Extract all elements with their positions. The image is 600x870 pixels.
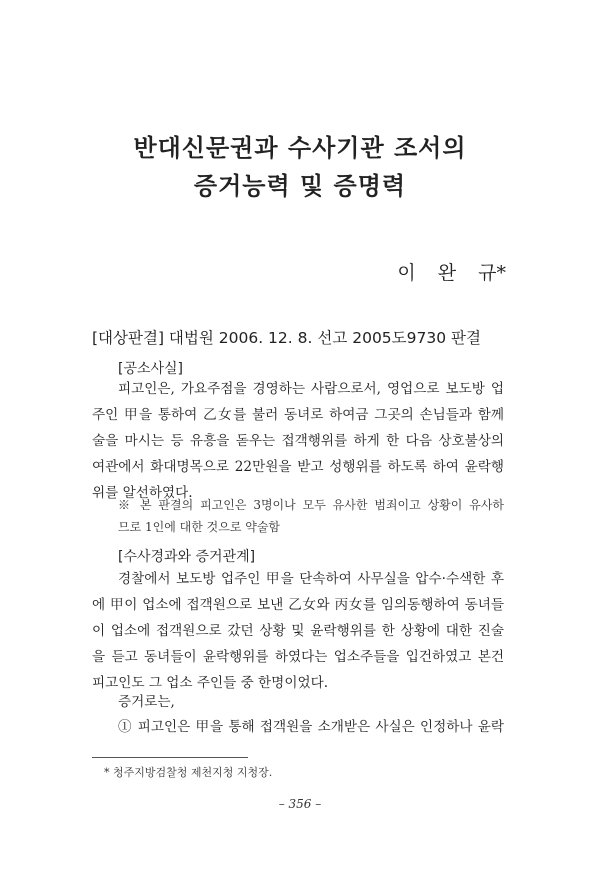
page-number: – 356 –: [278, 797, 322, 811]
note-line: 므로 1인에 대한 것으로 약술함: [118, 520, 280, 534]
text-line: 술을 마시는 등 유흥을 돋우는 접객행위를 하게 한 다음 상호불상의: [92, 433, 504, 449]
text-line: 경찰에서 보도방 업주인 甲을 단속하여 사무실을 압수·수색한 후: [118, 571, 504, 587]
text-line: 피고인은, 가요주점을 경영하는 사람으로서, 영업으로 보도방 업: [118, 381, 504, 397]
text-line: 에 甲이 업소에 접객원으로 보낸 乙女와 丙女를 임의동행하여 동녀들: [92, 597, 504, 613]
section-heading-investigation: [수사경과와 증거관계]: [118, 549, 256, 565]
title-line-2: 증거능력 및 증명력: [193, 171, 407, 200]
text-line: 여관에서 화대명목으로 22만원을 받고 성행위를 하도록 하여 윤락행: [92, 459, 504, 475]
indictment-paragraph: [92, 376, 504, 506]
target-judgment: [대상판결] 대법원 2006. 12. 8. 선고 2005도9730 판결: [92, 329, 481, 347]
title-line-1: 반대신문권과 수사기관 조서의: [133, 133, 467, 162]
note-line: ※ 본 판결의 피고인은 3명이나 모두 유사한 범죄이고 상황이 유사하: [118, 498, 504, 512]
footnote-divider: [92, 757, 248, 758]
evidence-item-1: ① 피고인은 甲을 통해 접객원을 소개받은 사실은 인정하나 윤락: [118, 719, 504, 735]
evidence-intro: 증거로는,: [118, 694, 175, 710]
investigation-paragraph: [92, 566, 504, 696]
text-line: 주인 甲을 통하여 乙女를 불러 동녀로 하여금 그곳의 손님들과 함께: [92, 407, 504, 423]
text-line: 을 듣고 동녀들이 윤락행위를 하였다는 업소주들을 입건하였고 본건: [92, 649, 504, 665]
author-name: 이 완 규*: [397, 262, 506, 284]
footnote: * 청주지방검찰청 제천지청 지청장.: [104, 766, 273, 779]
text-line: 피고인도 그 업소 주인들 중 한명이었다.: [92, 675, 329, 691]
section-heading-indictment: [공소사실]: [118, 361, 184, 377]
text-line: 이 업소에 접객원으로 갔던 상황 및 윤락행위를 한 상황에 대한 진술: [92, 623, 504, 639]
note-paragraph: [118, 494, 504, 538]
text-line: 위를 알선하였다.: [92, 485, 193, 501]
